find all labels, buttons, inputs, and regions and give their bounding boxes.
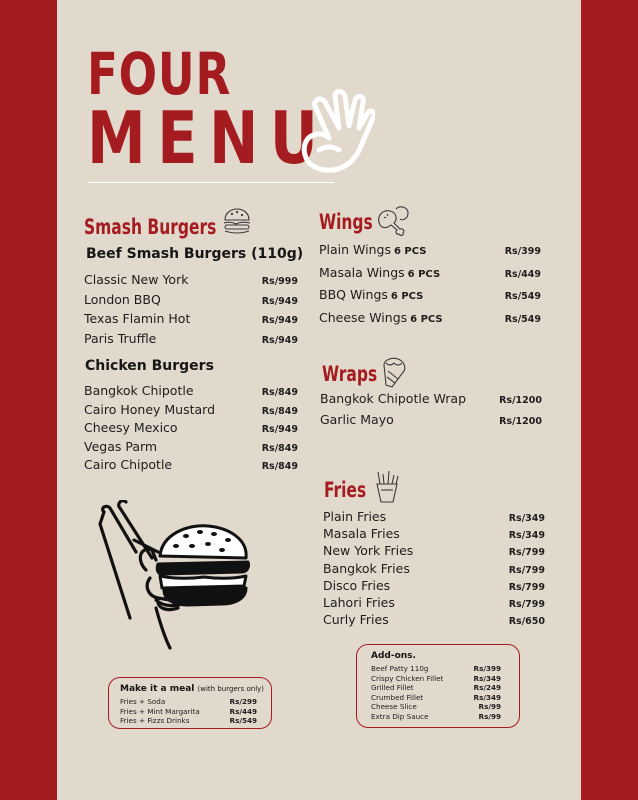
- item-price: Rs/799: [508, 547, 545, 559]
- title-divider: [88, 182, 334, 183]
- chicken-wing-icon: [374, 203, 414, 237]
- wings-title: Wings: [319, 210, 373, 234]
- item-name: Texas Flamin Hot: [84, 311, 191, 326]
- wing-name: Cheese Wings: [319, 309, 408, 325]
- list-item: [371, 702, 501, 712]
- chicken-subtitle: Chicken Burgers: [85, 358, 214, 374]
- wings-list: [319, 242, 541, 332]
- item-name: Lahori Fries: [323, 594, 395, 610]
- item-name: Fries + Soda: [120, 697, 166, 706]
- wing-name: BBQ Wings: [319, 287, 388, 302]
- item-name: Curly Fries: [323, 612, 389, 628]
- item-name: Vegas Parm: [84, 438, 158, 454]
- list-item: [120, 716, 257, 726]
- list-item: [120, 707, 257, 717]
- item-price: Rs/299: [229, 697, 257, 706]
- item-price: Rs/99: [478, 702, 501, 712]
- meal-box-note: (with burgers only): [197, 685, 265, 693]
- item-name: [319, 310, 443, 325]
- item-name: Cairo Honey Mustard: [84, 401, 216, 417]
- list-item: [371, 693, 501, 703]
- item-price: Rs/249: [473, 683, 501, 693]
- list-item: [371, 674, 501, 684]
- meal-box-title-text: Make it a meal: [120, 684, 195, 694]
- item-price: Rs/799: [508, 581, 545, 593]
- item-price: Rs/99: [478, 711, 501, 721]
- item-name: Crumbed Fillet: [371, 692, 424, 702]
- list-item: [323, 578, 545, 595]
- addons-list: [371, 664, 501, 722]
- list-item: [323, 595, 545, 612]
- hand-holding-burger-icon: [96, 500, 260, 650]
- fries-title: Fries: [324, 478, 367, 502]
- item-price: Rs/999: [261, 276, 298, 287]
- list-item: [371, 683, 501, 693]
- item-name: Bangkok Chipotle: [84, 383, 194, 398]
- item-price: Rs/399: [504, 246, 541, 257]
- meal-box-title: [120, 684, 265, 694]
- item-name: [319, 242, 426, 257]
- item-price: Rs/399: [473, 664, 501, 673]
- item-name: Extra Dip Sauce: [371, 711, 429, 721]
- item-price: Rs/849: [261, 405, 298, 417]
- wing-qty: 6 PCS: [393, 246, 427, 257]
- item-name: Cairo Chipotle: [84, 457, 173, 472]
- item-name: Disco Fries: [323, 577, 391, 593]
- item-name: Bangkok Chipotle Wrap: [320, 391, 467, 406]
- beef-burger-list: [84, 272, 298, 350]
- item-price: Rs/650: [508, 616, 545, 628]
- hand-logo-icon: [295, 88, 375, 178]
- item-price: Rs/349: [508, 513, 545, 524]
- wing-name: Plain Wings: [319, 242, 391, 257]
- smash-burgers-section: [84, 208, 298, 242]
- item-price: Rs/549: [229, 716, 257, 726]
- list-item: [84, 292, 298, 312]
- list-item: [319, 287, 541, 310]
- fries-list: [323, 509, 545, 629]
- list-item: [84, 439, 298, 458]
- item-name: Bangkok Fries: [323, 560, 410, 576]
- item-price: Rs/1200: [499, 395, 542, 406]
- wing-name: Masala Wings: [319, 264, 405, 280]
- list-item: [84, 272, 298, 292]
- item-name: Cheesy Mexico: [84, 420, 178, 435]
- chicken-burger-list: [84, 383, 298, 476]
- list-item: [120, 697, 257, 707]
- item-price: Rs/349: [473, 673, 501, 683]
- list-item: [320, 412, 542, 433]
- beef-subtitle: Beef Smash Burgers (110g): [86, 246, 304, 262]
- item-price: Rs/949: [261, 315, 298, 326]
- item-price: Rs/449: [229, 706, 257, 716]
- list-item: [84, 402, 298, 421]
- addons-box: [356, 644, 520, 728]
- burger-icon: [222, 207, 252, 235]
- list-item: [84, 457, 298, 476]
- item-name: [319, 287, 423, 302]
- item-name: Beef Patty 110g: [371, 664, 429, 673]
- item-name: Cheese Slice: [371, 702, 417, 712]
- list-item: [323, 561, 545, 578]
- wrap-icon: [380, 355, 410, 389]
- item-name: Fries + Mint Margarita: [120, 706, 200, 716]
- brand-title-menu: MENU: [87, 96, 330, 180]
- wraps-title: Wraps: [322, 362, 378, 386]
- item-name: [319, 265, 440, 280]
- item-price: Rs/349: [508, 530, 545, 542]
- brand-title-four: FOUR: [87, 40, 232, 108]
- meal-deal-box: [108, 677, 272, 729]
- item-price: Rs/449: [504, 268, 541, 280]
- wing-qty: 6 PCS: [407, 268, 441, 280]
- wing-qty: 6 PCS: [410, 313, 443, 325]
- wing-qty: 6 PCS: [390, 291, 424, 302]
- list-item: [84, 331, 298, 351]
- list-item: [319, 242, 541, 265]
- item-price: Rs/849: [261, 387, 298, 398]
- list-item: [84, 420, 298, 439]
- item-name: Garlic Mayo: [320, 412, 394, 427]
- item-price: Rs/549: [504, 291, 541, 302]
- list-item: [323, 509, 545, 526]
- list-item: [371, 712, 501, 722]
- item-price: Rs/949: [261, 424, 298, 435]
- item-price: Rs/1200: [499, 416, 542, 427]
- addons-title: Add-ons.: [371, 651, 416, 661]
- item-price: Rs/349: [473, 692, 501, 702]
- item-name: Classic New York: [84, 272, 189, 287]
- list-item: [323, 543, 545, 560]
- list-item: [323, 612, 545, 629]
- item-price: Rs/799: [508, 564, 545, 576]
- meal-list: [120, 697, 257, 726]
- item-price: Rs/849: [261, 442, 298, 454]
- item-price: Rs/949: [261, 334, 298, 346]
- list-item: [319, 310, 541, 333]
- item-name: New York Fries: [323, 543, 414, 559]
- fries-header: [324, 478, 375, 502]
- item-name: Plain Fries: [323, 509, 387, 524]
- item-name: Paris Truffle: [84, 330, 157, 346]
- item-name: Masala Fries: [323, 526, 400, 542]
- fries-icon: [372, 470, 402, 504]
- item-name: London BBQ: [84, 291, 161, 307]
- item-price: Rs/949: [261, 295, 298, 307]
- item-price: Rs/549: [504, 313, 541, 325]
- item-price: Rs/799: [508, 598, 545, 610]
- item-name: Crispy Chicken Fillet: [371, 673, 444, 683]
- item-price: Rs/849: [261, 461, 298, 472]
- item-name: Fries + Fizzs Drinks: [120, 716, 190, 726]
- wraps-list: [320, 391, 542, 433]
- list-item: [319, 265, 541, 288]
- list-item: [323, 526, 545, 543]
- list-item: [371, 664, 501, 674]
- item-name: Grilled Fillet: [371, 683, 414, 693]
- list-item: [320, 391, 542, 412]
- list-item: [84, 311, 298, 331]
- smash-burgers-title: Smash Burgers: [84, 215, 217, 239]
- list-item: [84, 383, 298, 402]
